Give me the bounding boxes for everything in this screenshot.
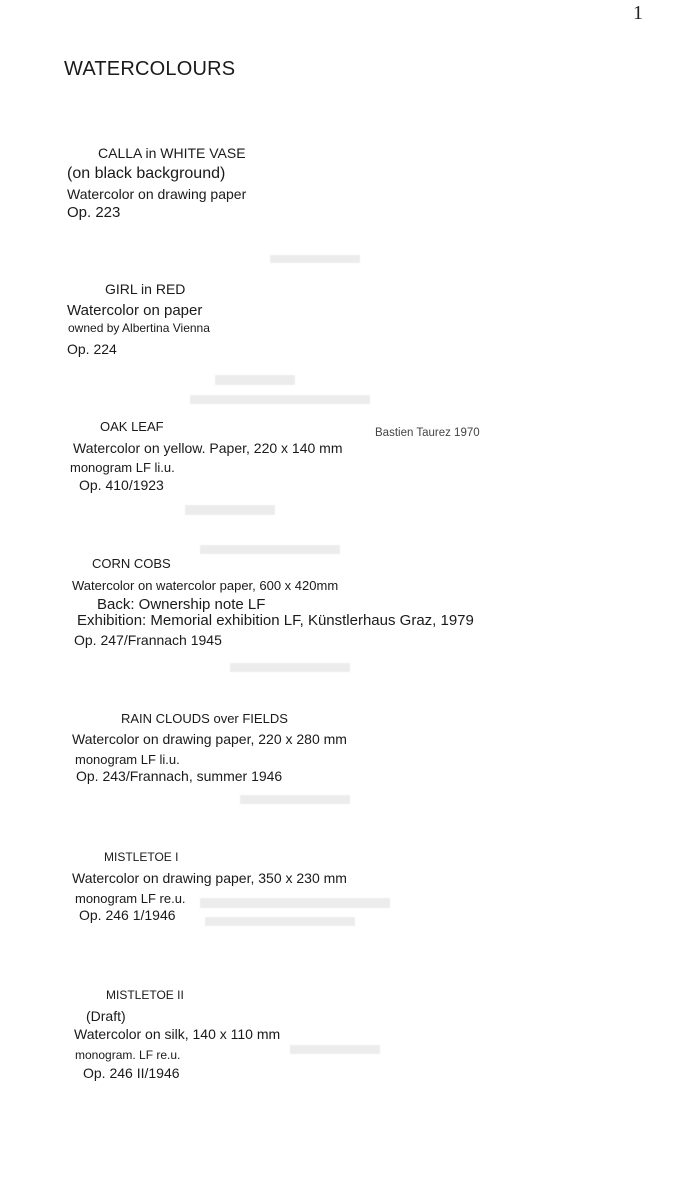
- work-title: MISTLETOE I: [104, 850, 179, 864]
- work-opus: Op. 243/Frannach, summer 1946: [76, 768, 283, 784]
- work-title: GIRL in RED: [105, 281, 186, 297]
- work-medium: Watercolor on yellow. Paper, 220 x 140 mm: [73, 440, 343, 456]
- work-opus: Op. 410/1923: [79, 477, 164, 493]
- work-opus: Op. 223: [67, 204, 121, 221]
- work-ownership: owned by Albertina Vienna: [68, 321, 210, 335]
- work-medium: Watercolor on paper: [67, 302, 203, 319]
- work-back-note: Back: Ownership note LF: [97, 596, 266, 613]
- work-opus: Op. 224: [67, 341, 117, 357]
- page-title: WATERCOLOURS: [64, 58, 236, 80]
- work-monogram: monogram. LF re.u.: [75, 1048, 181, 1062]
- work-medium: Watercolor on drawing paper, 220 x 280 mm: [72, 731, 347, 747]
- work-title: OAK LEAF: [100, 419, 164, 434]
- work-opus: Op. 246 II/1946: [83, 1065, 180, 1081]
- work-exhibition: Exhibition: Memorial exhibition LF, Künstlerhaus Graz, 1979: [77, 612, 474, 629]
- work-medium: Watercolor on watercolor paper, 600 x 420mm: [72, 578, 339, 593]
- work-subtitle: (on black background): [67, 165, 226, 182]
- work-monogram: monogram LF li.u.: [70, 460, 175, 475]
- work-monogram: monogram LF li.u.: [75, 752, 180, 767]
- work-title: CORN COBS: [92, 556, 171, 571]
- work-medium: Watercolor on drawing paper, 350 x 230 mm: [72, 870, 347, 886]
- work-medium: Watercolor on drawing paper: [67, 186, 247, 202]
- work-title: RAIN CLOUDS over FIELDS: [121, 711, 288, 726]
- work-subtitle: (Draft): [86, 1008, 126, 1024]
- work-monogram: monogram LF re.u.: [75, 891, 186, 906]
- work-title: CALLA in WHITE VASE: [98, 145, 246, 161]
- page-number: 1: [633, 2, 643, 24]
- work-title: MISTLETOE II: [106, 988, 184, 1002]
- work-opus: Op. 246 1/1946: [79, 907, 176, 923]
- side-note: Bastien Taurez 1970: [375, 427, 480, 439]
- work-opus: Op. 247/Frannach 1945: [74, 632, 222, 648]
- work-medium: Watercolor on silk, 140 x 110 mm: [74, 1026, 281, 1042]
